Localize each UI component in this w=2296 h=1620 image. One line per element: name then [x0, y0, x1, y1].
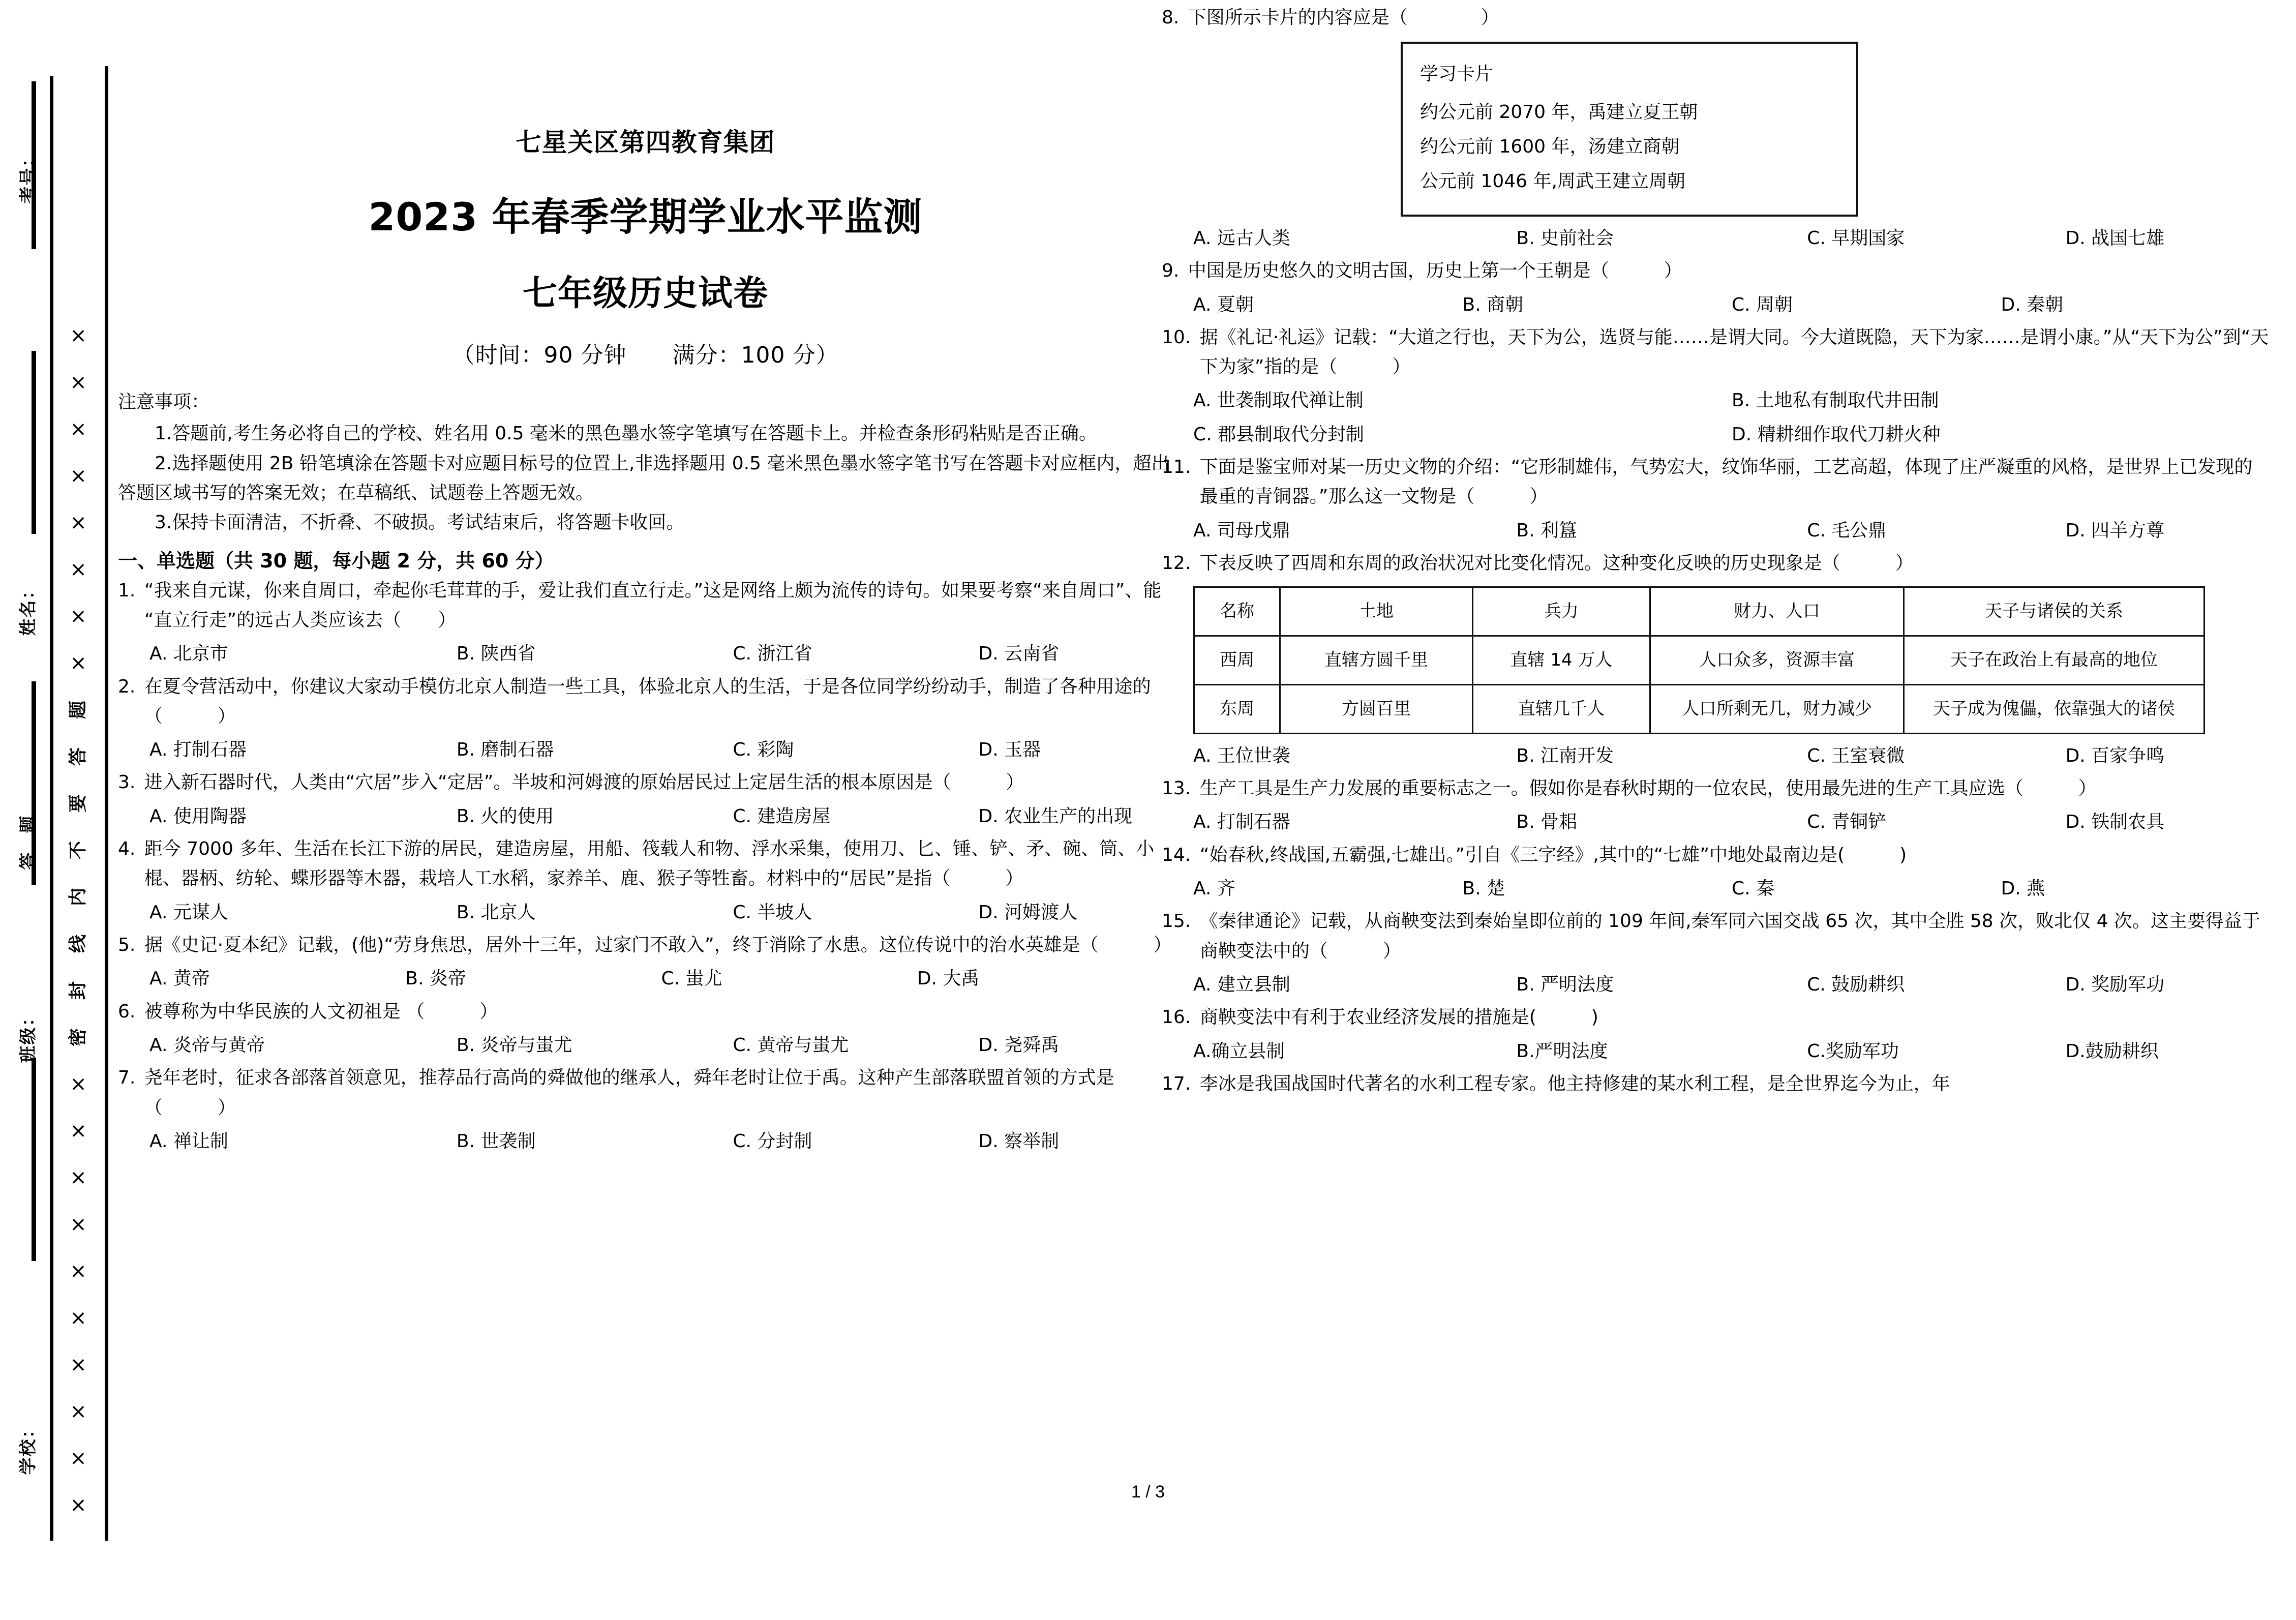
- question-text: 被尊称为中华民族的人文初祖是 （ ）: [144, 1001, 498, 1022]
- notice-item-2: 2.选择题使用 2B 铅笔填涂在答题卡对应题目标号的位置上,非选择题用 0.5 毫米黑色墨水签字笔书写在答题卡对应框内，超出答题区域书写的答案无效；在草稿纸、试题卷上答题无效。: [118, 453, 1170, 503]
- exam-meta: （时间：90 分钟 满分：100 分）: [452, 342, 839, 368]
- seal-inner-rule: [50, 76, 53, 1541]
- table-cell: 方圆百里: [1280, 684, 1473, 733]
- table-header-cell: 兵力: [1473, 587, 1650, 636]
- option-choice[interactable]: D. 农业生产的出现: [978, 805, 1133, 827]
- question-text: 《秦律通论》记载，从商鞅变法到秦始皇即位前的 109 年间,秦军同六国交战 65 次，其中全胜 58 次，败北仅 4 次。这主要得益于商鞅变法中的（ ）: [1199, 911, 2260, 962]
- study-card-line-1: 约公元前 2070 年，禹建立夏王朝: [1420, 101, 1698, 123]
- option-choice[interactable]: C. 黄帝与蚩尤: [733, 1034, 849, 1056]
- option-choice[interactable]: A. 使用陶器: [149, 805, 247, 827]
- option-row: [1162, 1037, 2270, 1066]
- question-text: “我来自元谋，你来自周口，牵起你毛茸茸的手，爱让我们直立行走。”这是网络上颇为流传的诗句。如果要考察“来自周口”、能“直立行走”的远古人类应该去（ ）: [144, 580, 1162, 631]
- option-choice[interactable]: C. 郡县制取代分封制: [1193, 424, 1365, 445]
- option-choice[interactable]: B. 磨制石器: [456, 739, 554, 761]
- seal-cross-mark: ×: [70, 1493, 87, 1517]
- option-choice[interactable]: A. 司母戊鼎: [1193, 520, 1290, 541]
- seal-cross-mark: ×: [70, 324, 87, 347]
- question-14: [1162, 841, 2270, 904]
- seal-char-7: 答: [68, 747, 88, 766]
- question-10: [1162, 323, 2270, 449]
- option-choice[interactable]: C. 青铜铲: [1807, 812, 1887, 833]
- option-choice[interactable]: A.确立县制: [1193, 1040, 1285, 1062]
- question-stem: [1162, 907, 2270, 966]
- seal-cross-mark: ×: [70, 651, 87, 675]
- seal-cross-mark: ×: [70, 1119, 87, 1143]
- question-list-right: [1162, 3, 2270, 1099]
- study-card-line-2: 约公元前 1600 年，汤建立商朝: [1420, 136, 1680, 158]
- study-card: [1401, 42, 1858, 217]
- seal-char-2: 封: [68, 981, 88, 1000]
- table-header-row: [1194, 587, 2204, 636]
- question-stem: [1162, 453, 2270, 512]
- option-choice[interactable]: C. 彩陶: [733, 739, 794, 761]
- table-cell: 直辖 14 万人: [1473, 636, 1650, 685]
- option-choice[interactable]: C. 毛公鼎: [1807, 520, 1887, 541]
- option-choice[interactable]: C. 鼓励耕织: [1807, 974, 1905, 995]
- seal-outer-rule: [105, 66, 108, 1541]
- seal-char-6: 要: [68, 794, 88, 813]
- option-choice[interactable]: A. 齐: [1193, 878, 1235, 899]
- table-cell: 西周: [1194, 636, 1280, 685]
- seal-cross-mark: ×: [70, 605, 87, 628]
- notice-item-1: 1.答题前,考生务必将自己的学校、姓名用 0.5 毫米的黑色墨水签字笔填写在答题卡上。并检查条形码粘贴是否正确。: [155, 423, 1097, 444]
- option-choice[interactable]: A. 炎帝与黄帝: [149, 1034, 265, 1056]
- question-15: [1162, 907, 2270, 1000]
- option-choice[interactable]: C. 秦: [1732, 878, 1775, 899]
- organization-name: 七星关区第四教育集团: [516, 128, 775, 157]
- option-row: [1162, 741, 2270, 771]
- option-choice[interactable]: C. 蚩尤: [661, 968, 722, 989]
- seal-cross-mark: ×: [70, 1166, 87, 1189]
- table-cell: 直辖方圆千里: [1280, 636, 1473, 685]
- paper-subtitle: 七年级历史试卷: [522, 274, 768, 314]
- question-number: 4.: [118, 838, 141, 860]
- seal-cross-mark: ×: [70, 417, 87, 441]
- option-choice[interactable]: D. 战国七雄: [2065, 227, 2165, 249]
- question-stem: [118, 997, 1173, 1027]
- question-text: 下图所示卡片的内容应是（ ）: [1188, 7, 1499, 28]
- question-stem: [1162, 841, 2270, 870]
- option-choice[interactable]: D. 铁制农具: [2065, 812, 2165, 833]
- title-block: [118, 0, 1173, 369]
- notice-item-3: 3.保持卡面清洁，不折叠、不破损。考试结束后，将答题卡收回。: [155, 512, 685, 533]
- question-text: 尧年老时，征求各部落首领意见，推荐品行高尚的舜做他的继承人，舜年老时让位于禹。这种产生部落联盟首领的方式是（ ）: [144, 1067, 1114, 1118]
- left-column: [118, 0, 1173, 1156]
- question-text: 生产工具是生产力发展的重要标志之一。假如你是春秋时期的一位农民，使用最先进的生产工具应选（ ）: [1199, 778, 2097, 799]
- option-choice[interactable]: A. 打制石器: [149, 739, 247, 761]
- question-stem: [1162, 1069, 2270, 1099]
- study-card-line-3: 公元前 1046 年,周武王建立周朝: [1420, 171, 1685, 192]
- comparison-table: [1193, 586, 2205, 734]
- option-row: [118, 898, 1173, 927]
- question-list-left: [118, 576, 1173, 1157]
- seal-cross-mark: ×: [70, 1353, 87, 1376]
- option-row: [1162, 807, 2270, 837]
- question-number: 13.: [1162, 778, 1197, 799]
- question-17: [1162, 1069, 2270, 1099]
- table-cell: 东周: [1194, 684, 1280, 733]
- table-row: [1194, 684, 2204, 733]
- option-row: [1162, 516, 2270, 546]
- question-stem: [118, 1063, 1173, 1123]
- table-header-cell: 土地: [1280, 587, 1473, 636]
- question-number: 16.: [1162, 1007, 1197, 1028]
- question-1: [118, 576, 1173, 669]
- option-row: [118, 802, 1173, 831]
- table-row: [1194, 636, 2204, 685]
- seal-char-4: 内: [68, 888, 88, 907]
- option-choice[interactable]: B. 史前社会: [1516, 227, 1614, 249]
- question-stem: [1162, 323, 2270, 382]
- option-choice[interactable]: B. 商朝: [1462, 294, 1524, 315]
- question-stem: [118, 768, 1173, 797]
- option-choice[interactable]: D. 燕: [2001, 878, 2045, 899]
- seal-cross-mark: ×: [70, 1400, 87, 1423]
- question-number: 1.: [118, 580, 141, 601]
- option-choice[interactable]: B. 炎帝: [405, 968, 466, 989]
- seal-label-4: 班级：: [18, 1008, 39, 1063]
- option-row: [1162, 290, 2270, 320]
- question-5: [118, 931, 1173, 994]
- question-6: [118, 997, 1173, 1061]
- option-row: [118, 1031, 1173, 1060]
- option-choice[interactable]: A. 北京市: [149, 643, 228, 665]
- question-12: [1162, 549, 2270, 771]
- option-choice[interactable]: D. 四羊方尊: [2065, 520, 2165, 541]
- question-stem: [118, 672, 1173, 732]
- seal-cross-mark: ×: [70, 1072, 87, 1096]
- option-choice[interactable]: D. 尧舜禹: [978, 1034, 1060, 1056]
- seal-cross-mark: ×: [70, 1447, 87, 1470]
- option-choice[interactable]: A. 世袭制取代禅让制: [1193, 390, 1364, 411]
- question-number: 11.: [1162, 457, 1197, 478]
- question-text: 距今 7000 多年、生活在长江下游的居民，建造房屋，用船、筏载人和物、浮水采集，使用刀、匕、锤、铲、矛、碗、筒、小棍、器柄、纺轮、蝶形器等木器，栽培人工水稻，家养羊、鹿、猴子等牲畜。材料中的“居民”是指（ ）: [144, 838, 1155, 889]
- seal-cross-mark: ×: [70, 558, 87, 581]
- option-choice[interactable]: B. 陕西省: [456, 643, 536, 665]
- option-choice[interactable]: D. 云南省: [978, 643, 1060, 665]
- question-number: 15.: [1162, 911, 1197, 932]
- question-stem: [118, 834, 1173, 894]
- question-7: [118, 1063, 1173, 1156]
- option-row: [1162, 420, 2270, 449]
- option-choice[interactable]: A. 远古人类: [1193, 227, 1290, 249]
- question-4: [118, 834, 1173, 927]
- option-choice[interactable]: A. 王位世袭: [1193, 745, 1290, 766]
- option-choice[interactable]: C. 浙江省: [733, 643, 812, 665]
- notice-block: [118, 387, 1173, 538]
- option-choice[interactable]: B. 严明法度: [1516, 974, 1614, 995]
- question-stem: [1162, 549, 2270, 578]
- question-number: 6.: [118, 1001, 141, 1022]
- section-heading: 一、单选题（共 30 题，每小题 2 分，共 60 分）: [118, 549, 554, 572]
- table-cell: 人口所剩无几，财力减少: [1650, 684, 1904, 733]
- seal-label-1: 考号：: [18, 148, 39, 204]
- question-stem: [1162, 1003, 2270, 1032]
- seal-char-1: 密: [68, 1028, 88, 1047]
- seal-label-2: 姓名：: [18, 581, 39, 636]
- option-choice[interactable]: C.奖励军功: [1807, 1040, 1899, 1062]
- option-row: [118, 639, 1173, 669]
- option-choice[interactable]: B. 世袭制: [456, 1130, 536, 1152]
- option-choice[interactable]: C. 早期国家: [1807, 227, 1905, 249]
- question-stem: [1162, 774, 2270, 803]
- option-choice[interactable]: B. 炎帝与蚩尤: [456, 1034, 572, 1056]
- question-9: [1162, 256, 2270, 320]
- question-text: 进入新石器时代，人类由“穴居”步入“定居”。半坡和河姆渡的原始居民过上定居生活的根本原因是（ ）: [144, 772, 1024, 793]
- table-cell: 天子在政治上有最高的地位: [1904, 636, 2204, 685]
- option-choice[interactable]: C. 周朝: [1732, 294, 1793, 315]
- seal-cross-mark: ×: [70, 1306, 87, 1330]
- seal-label-3: 答 题: [18, 815, 39, 870]
- option-choice[interactable]: D. 察举制: [978, 1130, 1060, 1152]
- seal-char-3: 线: [68, 935, 88, 953]
- question-stem: [1162, 3, 2270, 33]
- seal-cross-mark: ×: [70, 511, 87, 534]
- notice-title: 注意事项：: [118, 392, 210, 412]
- option-row: [1162, 224, 2270, 253]
- option-row: [1162, 874, 2270, 904]
- question-text: 下面是鉴宝师对某一历史文物的介绍：“它形制雄伟，气势宏大，纹饰华丽，工艺高超，体现了庄严凝重的风格，是世界上已发现的最重的青铜器。”那么这一文物是（ ）: [1199, 457, 2253, 507]
- option-choice[interactable]: A. 建立县制: [1193, 974, 1290, 995]
- option-choice[interactable]: B. 楚: [1462, 878, 1505, 899]
- question-number: 10.: [1162, 326, 1197, 348]
- question-number: 17.: [1162, 1073, 1197, 1094]
- question-stem: [1162, 256, 2270, 286]
- option-choice[interactable]: D. 百家争鸣: [2065, 745, 2165, 766]
- option-choice[interactable]: B. 利簋: [1516, 520, 1577, 541]
- seal-tick-2: [32, 351, 36, 534]
- option-choice[interactable]: D. 精耕细作取代刀耕火种: [1732, 424, 1941, 445]
- question-stem: [118, 931, 1173, 960]
- seal-character-column: [55, 76, 102, 1541]
- seal-char-5: 不: [68, 841, 88, 860]
- seal-cross-mark: ×: [70, 371, 87, 394]
- question-text: 据《史记·夏本纪》记载，(他)“劳身焦思，居外十三年，过家门不敢入”，终于消除了水患。这位传说中的治水英雄是（ ）: [144, 935, 1172, 955]
- seal-label-5: 学校：: [18, 1420, 39, 1475]
- table-cell: 直辖几千人: [1473, 684, 1650, 733]
- option-choice[interactable]: B. 骨耜: [1516, 812, 1577, 833]
- study-card-title: 学习卡片: [1420, 64, 1494, 85]
- option-choice[interactable]: C. 建造房屋: [733, 805, 831, 827]
- question-text: 据《礼记·礼运》记载：“大道之行也，天下为公，选贤与能……是谓大同。今大道既隐，天下为家……是谓小康。”从“天下为公”到“天下为家”指的是（ ）: [1199, 326, 2269, 378]
- seal-char-8: 题: [68, 701, 88, 719]
- option-choice[interactable]: A. 元谋人: [149, 902, 228, 923]
- option-row: [118, 1127, 1173, 1156]
- question-2: [118, 672, 1173, 765]
- seal-cross-mark: ×: [70, 1259, 87, 1283]
- question-text: 在夏令营活动中，你建议大家动手模仿北京人制造一些工具，体验北京人的生活，于是各位同学纷纷动手，制造了各种用途的（ ）: [144, 676, 1151, 727]
- question-text: 李冰是我国战国时代著名的水利工程专家。他主持修建的某水利工程，是全世界迄今为止，年: [1199, 1073, 1950, 1094]
- option-choice[interactable]: A. 黄帝: [149, 968, 210, 989]
- option-choice[interactable]: A. 禅让制: [149, 1130, 228, 1152]
- option-row: [118, 735, 1173, 765]
- question-stem: [118, 576, 1173, 636]
- question-16: [1162, 1003, 2270, 1066]
- table-header-cell: 名称: [1194, 587, 1280, 636]
- option-choice[interactable]: A. 夏朝: [1193, 294, 1254, 315]
- option-choice[interactable]: C. 王室衰微: [1807, 745, 1905, 766]
- option-choice[interactable]: D.鼓励耕织: [2065, 1040, 2159, 1062]
- question-text: 下表反映了西周和东周的政治状况对比变化情况。这种变化反映的历史现象是（ ）: [1199, 553, 1914, 574]
- option-row: [1162, 970, 2270, 1000]
- question-text: 商鞅变法中有利于农业经济发展的措施是( ): [1199, 1007, 1598, 1028]
- seal-tick-4: [32, 1058, 36, 1261]
- question-number: 3.: [118, 772, 141, 793]
- option-choice[interactable]: B. 火的使用: [456, 805, 554, 827]
- question-3: [118, 768, 1173, 831]
- option-choice[interactable]: D. 玉器: [978, 739, 1041, 761]
- table-header-cell: 天子与诸侯的关系: [1904, 587, 2204, 636]
- seal-cross-mark: ×: [70, 1213, 87, 1236]
- table-cell: 天子成为傀儡，依靠强大的诸侯: [1904, 684, 2204, 733]
- option-choice[interactable]: D. 河姆渡人: [978, 902, 1078, 923]
- option-choice[interactable]: B.严明法度: [1516, 1040, 1608, 1062]
- option-choice[interactable]: D. 大禹: [917, 968, 980, 989]
- option-choice[interactable]: B. 江南开发: [1516, 745, 1614, 766]
- sealed-line-sidebar: [0, 0, 109, 1620]
- table-cell: 人口众多，资源丰富: [1650, 636, 1904, 685]
- question-text: “始春秋,终战国,五霸强,七雄出。”引自《三字经》,其中的“七雄”中地处最南边是( ): [1199, 844, 1907, 865]
- page-number: 1 / 3: [1131, 1482, 1165, 1502]
- right-column: [1162, 0, 2270, 1099]
- question-number: 12.: [1162, 553, 1197, 574]
- option-choice[interactable]: C. 分封制: [733, 1130, 812, 1152]
- question-number: 9.: [1162, 260, 1185, 282]
- option-choice[interactable]: A. 打制石器: [1193, 812, 1290, 833]
- seal-cross-mark: ×: [70, 464, 87, 488]
- question-number: 7.: [118, 1067, 141, 1089]
- option-choice[interactable]: D. 奖励军功: [2065, 974, 2165, 995]
- option-choice[interactable]: B. 北京人: [456, 902, 536, 923]
- question-number: 14.: [1162, 844, 1197, 865]
- page-title: 2023 年春季学期学业水平监测: [368, 194, 923, 239]
- option-choice[interactable]: D. 秦朝: [2001, 294, 2064, 315]
- option-row: [118, 964, 1173, 994]
- question-text: 中国是历史悠久的文明古国，历史上第一个王朝是（ ）: [1188, 260, 1682, 282]
- question-number: 5.: [118, 935, 141, 955]
- question-number: 8.: [1162, 7, 1185, 28]
- option-choice[interactable]: C. 半坡人: [733, 902, 812, 923]
- question-13: [1162, 774, 2270, 837]
- question-11: [1162, 453, 2270, 546]
- option-choice[interactable]: B. 土地私有制取代井田制: [1732, 390, 1939, 411]
- question-8: [1162, 3, 2270, 253]
- option-row: [1162, 386, 2270, 415]
- table-header-cell: 财力、人口: [1650, 587, 1904, 636]
- question-number: 2.: [118, 676, 141, 697]
